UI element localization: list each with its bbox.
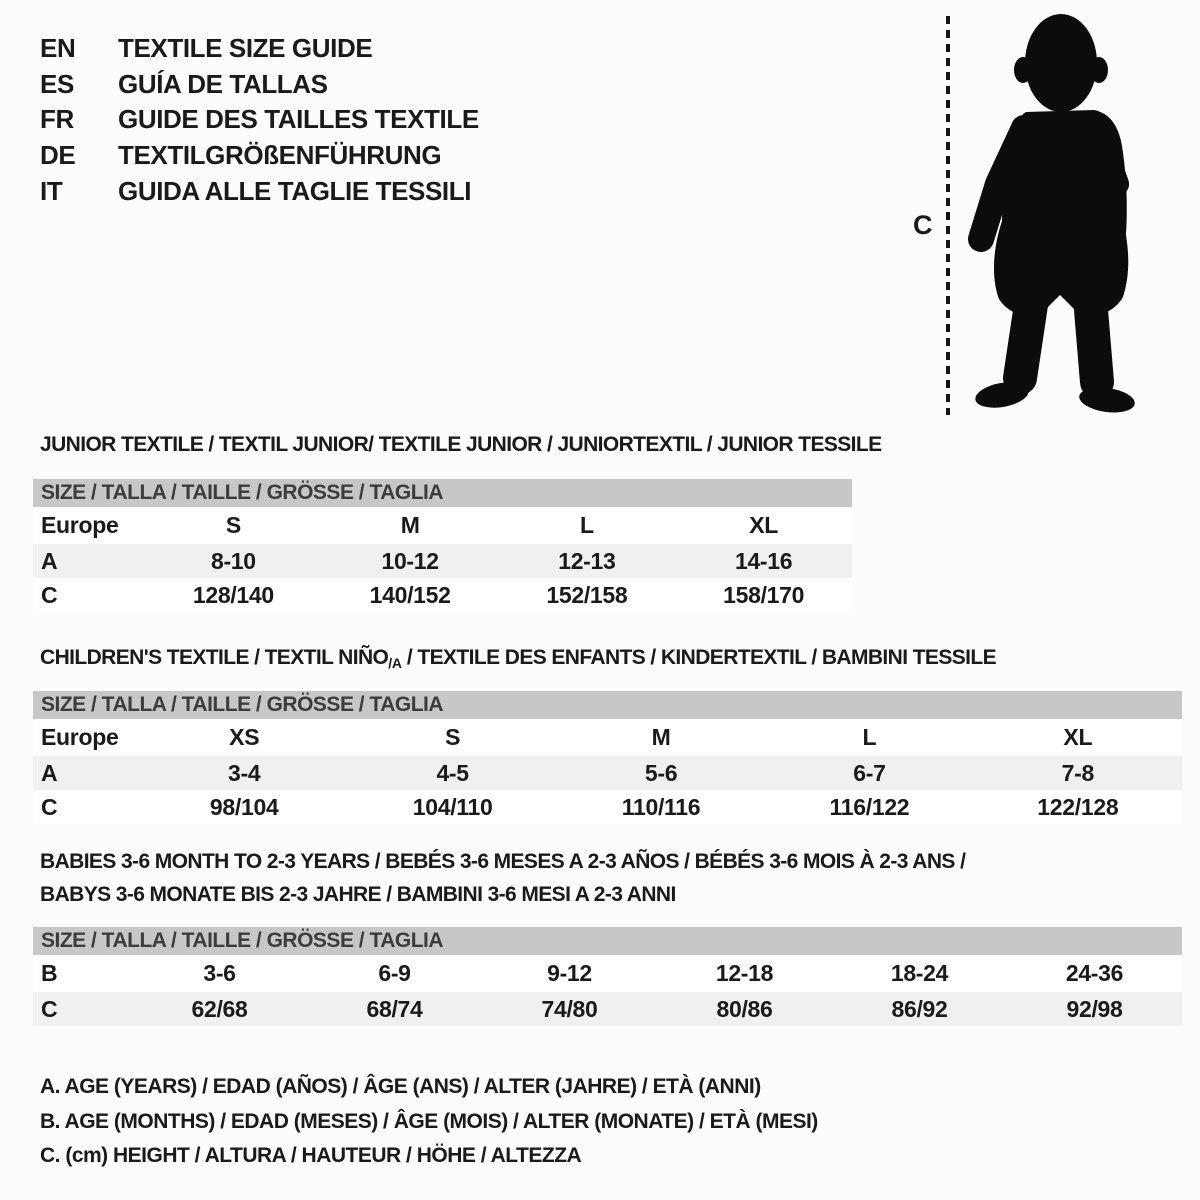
size-cell: 7-8 (1061, 759, 1094, 786)
size-cell: 18-24 (890, 960, 949, 986)
height-measure-dashed-line (946, 16, 950, 415)
size-cell: S (445, 724, 461, 750)
size-cell: 10-12 (381, 547, 439, 574)
size-cell: 12-13 (558, 547, 616, 574)
table-row (33, 992, 1182, 1026)
table-row (33, 719, 1182, 756)
size-cell: 3-4 (228, 759, 261, 786)
size-cell: L (580, 512, 594, 538)
table-row (33, 507, 852, 544)
size-cell: 24-36 (1065, 960, 1124, 986)
size-cell: 8-10 (210, 547, 256, 574)
size-cell: 6-7 (853, 759, 886, 786)
size-cell: XL (1063, 724, 1093, 750)
size-header-bar: SIZE / TALLA / TAILLE / GRÖSSE / TAGLIA (33, 479, 852, 507)
legend-age-months: B. AGE (MONTHS) / EDAD (MESES) / ÂGE (MOIS) / ALTER (MONATE) / ETÀ (MESI) (40, 1109, 818, 1133)
size-cell: 122/128 (1037, 793, 1119, 820)
language-row (40, 67, 479, 103)
size-cell: 80/86 (716, 995, 773, 1022)
toddler-silhouette-icon (966, 6, 1142, 418)
language-code: FR (40, 104, 74, 135)
size-cell: 4-5 (436, 759, 469, 786)
size-cell: 140/152 (369, 581, 451, 608)
babies-size-table (33, 927, 1182, 1026)
table-row (33, 578, 852, 612)
size-cell: 5-6 (644, 759, 678, 786)
row-label: A (41, 759, 58, 786)
size-cell: 98/104 (209, 793, 279, 820)
language-label: TEXTILGRÖßENFÜHRUNG (118, 140, 442, 171)
legend-height: C. (cm) HEIGHT / ALTURA / HAUTEUR / HÖHE / ALTEZZA (40, 1144, 582, 1167)
legend (40, 1070, 818, 1174)
size-cell: L (862, 724, 877, 750)
row-label: Europe (41, 724, 119, 750)
babies-section-title-line2: BABYS 3-6 MONATE BIS 2-3 JAHRE / BAMBINI 3-6 MESI A 2-3 ANNI (40, 883, 676, 906)
children-title-part1: CHILDREN'S TEXTILE / TEXTIL NIÑO (40, 646, 389, 669)
size-cell: 3-6 (203, 960, 236, 986)
children-section-title (40, 646, 996, 675)
children-title-sub: /A (388, 655, 402, 671)
size-cell: XS (229, 724, 260, 750)
children-title-part2: / TEXTILE DES ENFANTS / KINDERTEXTIL / BAMBINI TESSILE (401, 646, 997, 669)
size-cell: 14-16 (734, 547, 793, 574)
row-label: B (41, 960, 58, 986)
language-code: EN (40, 33, 76, 64)
table-row (33, 955, 1182, 992)
size-cell: 116/122 (829, 793, 910, 820)
size-cell: 86/92 (891, 995, 948, 1022)
language-list (40, 31, 479, 209)
size-cell: 92/98 (1066, 995, 1123, 1022)
table-row (33, 790, 1182, 824)
children-size-table (33, 691, 1182, 824)
size-cell: 6-9 (378, 960, 411, 986)
size-cell: S (225, 512, 241, 538)
size-cell: XL (749, 512, 779, 538)
size-cell: 158/170 (723, 581, 805, 608)
size-cell: 68/74 (366, 995, 423, 1022)
size-cell: 9-12 (547, 960, 592, 986)
size-cell: 110/116 (621, 793, 701, 820)
size-cell: 104/110 (412, 793, 493, 820)
row-label: C (41, 793, 58, 820)
junior-size-table (33, 479, 852, 612)
language-label: TEXTILE SIZE GUIDE (118, 33, 373, 64)
junior-section-title: JUNIOR TEXTILE / TEXTIL JUNIOR/ TEXTILE JUNIOR / JUNIORTEXTIL / JUNIOR TESSILE (40, 433, 882, 456)
size-cell: 152/158 (546, 581, 628, 608)
size-cell: M (400, 512, 420, 538)
legend-age-years: A. AGE (YEARS) / EDAD (AÑOS) / ÂGE (ANS) / ALTER (JAHRE) / ETÀ (ANNI) (40, 1075, 761, 1098)
language-label: GUIDA ALLE TAGLIE TESSILI (118, 175, 472, 206)
language-row (40, 102, 479, 138)
language-row (40, 138, 479, 174)
size-cell: 128/140 (192, 581, 274, 608)
row-label: C (41, 995, 58, 1022)
language-code: ES (40, 68, 74, 99)
language-code: DE (40, 140, 76, 171)
language-code: IT (40, 175, 63, 206)
size-cell: 74/80 (541, 995, 598, 1022)
language-label: GUÍA DE TALLAS (118, 68, 328, 99)
table-row (33, 756, 1182, 790)
size-cell: 62/68 (191, 995, 248, 1022)
height-measure-label: C (913, 210, 933, 240)
size-header-bar: SIZE / TALLA / TAILLE / GRÖSSE / TAGLIA (33, 691, 1182, 719)
table-row (33, 544, 852, 578)
row-label: C (41, 581, 58, 608)
size-header-bar: SIZE / TALLA / TAILLE / GRÖSSE / TAGLIA (33, 927, 1182, 955)
row-label: A (41, 547, 58, 574)
language-row (40, 31, 479, 67)
language-row (40, 173, 479, 209)
row-label: Europe (41, 512, 119, 538)
size-cell: M (651, 724, 671, 750)
babies-section-title-line1: BABIES 3-6 MONTH TO 2-3 YEARS / BEBÉS 3-6 MESES A 2-3 AÑOS / BÉBÉS 3-6 MOIS À 2-3 ANS / (40, 850, 966, 873)
language-label: GUIDE DES TAILLES TEXTILE (118, 104, 479, 135)
size-cell: 12-18 (715, 960, 774, 986)
